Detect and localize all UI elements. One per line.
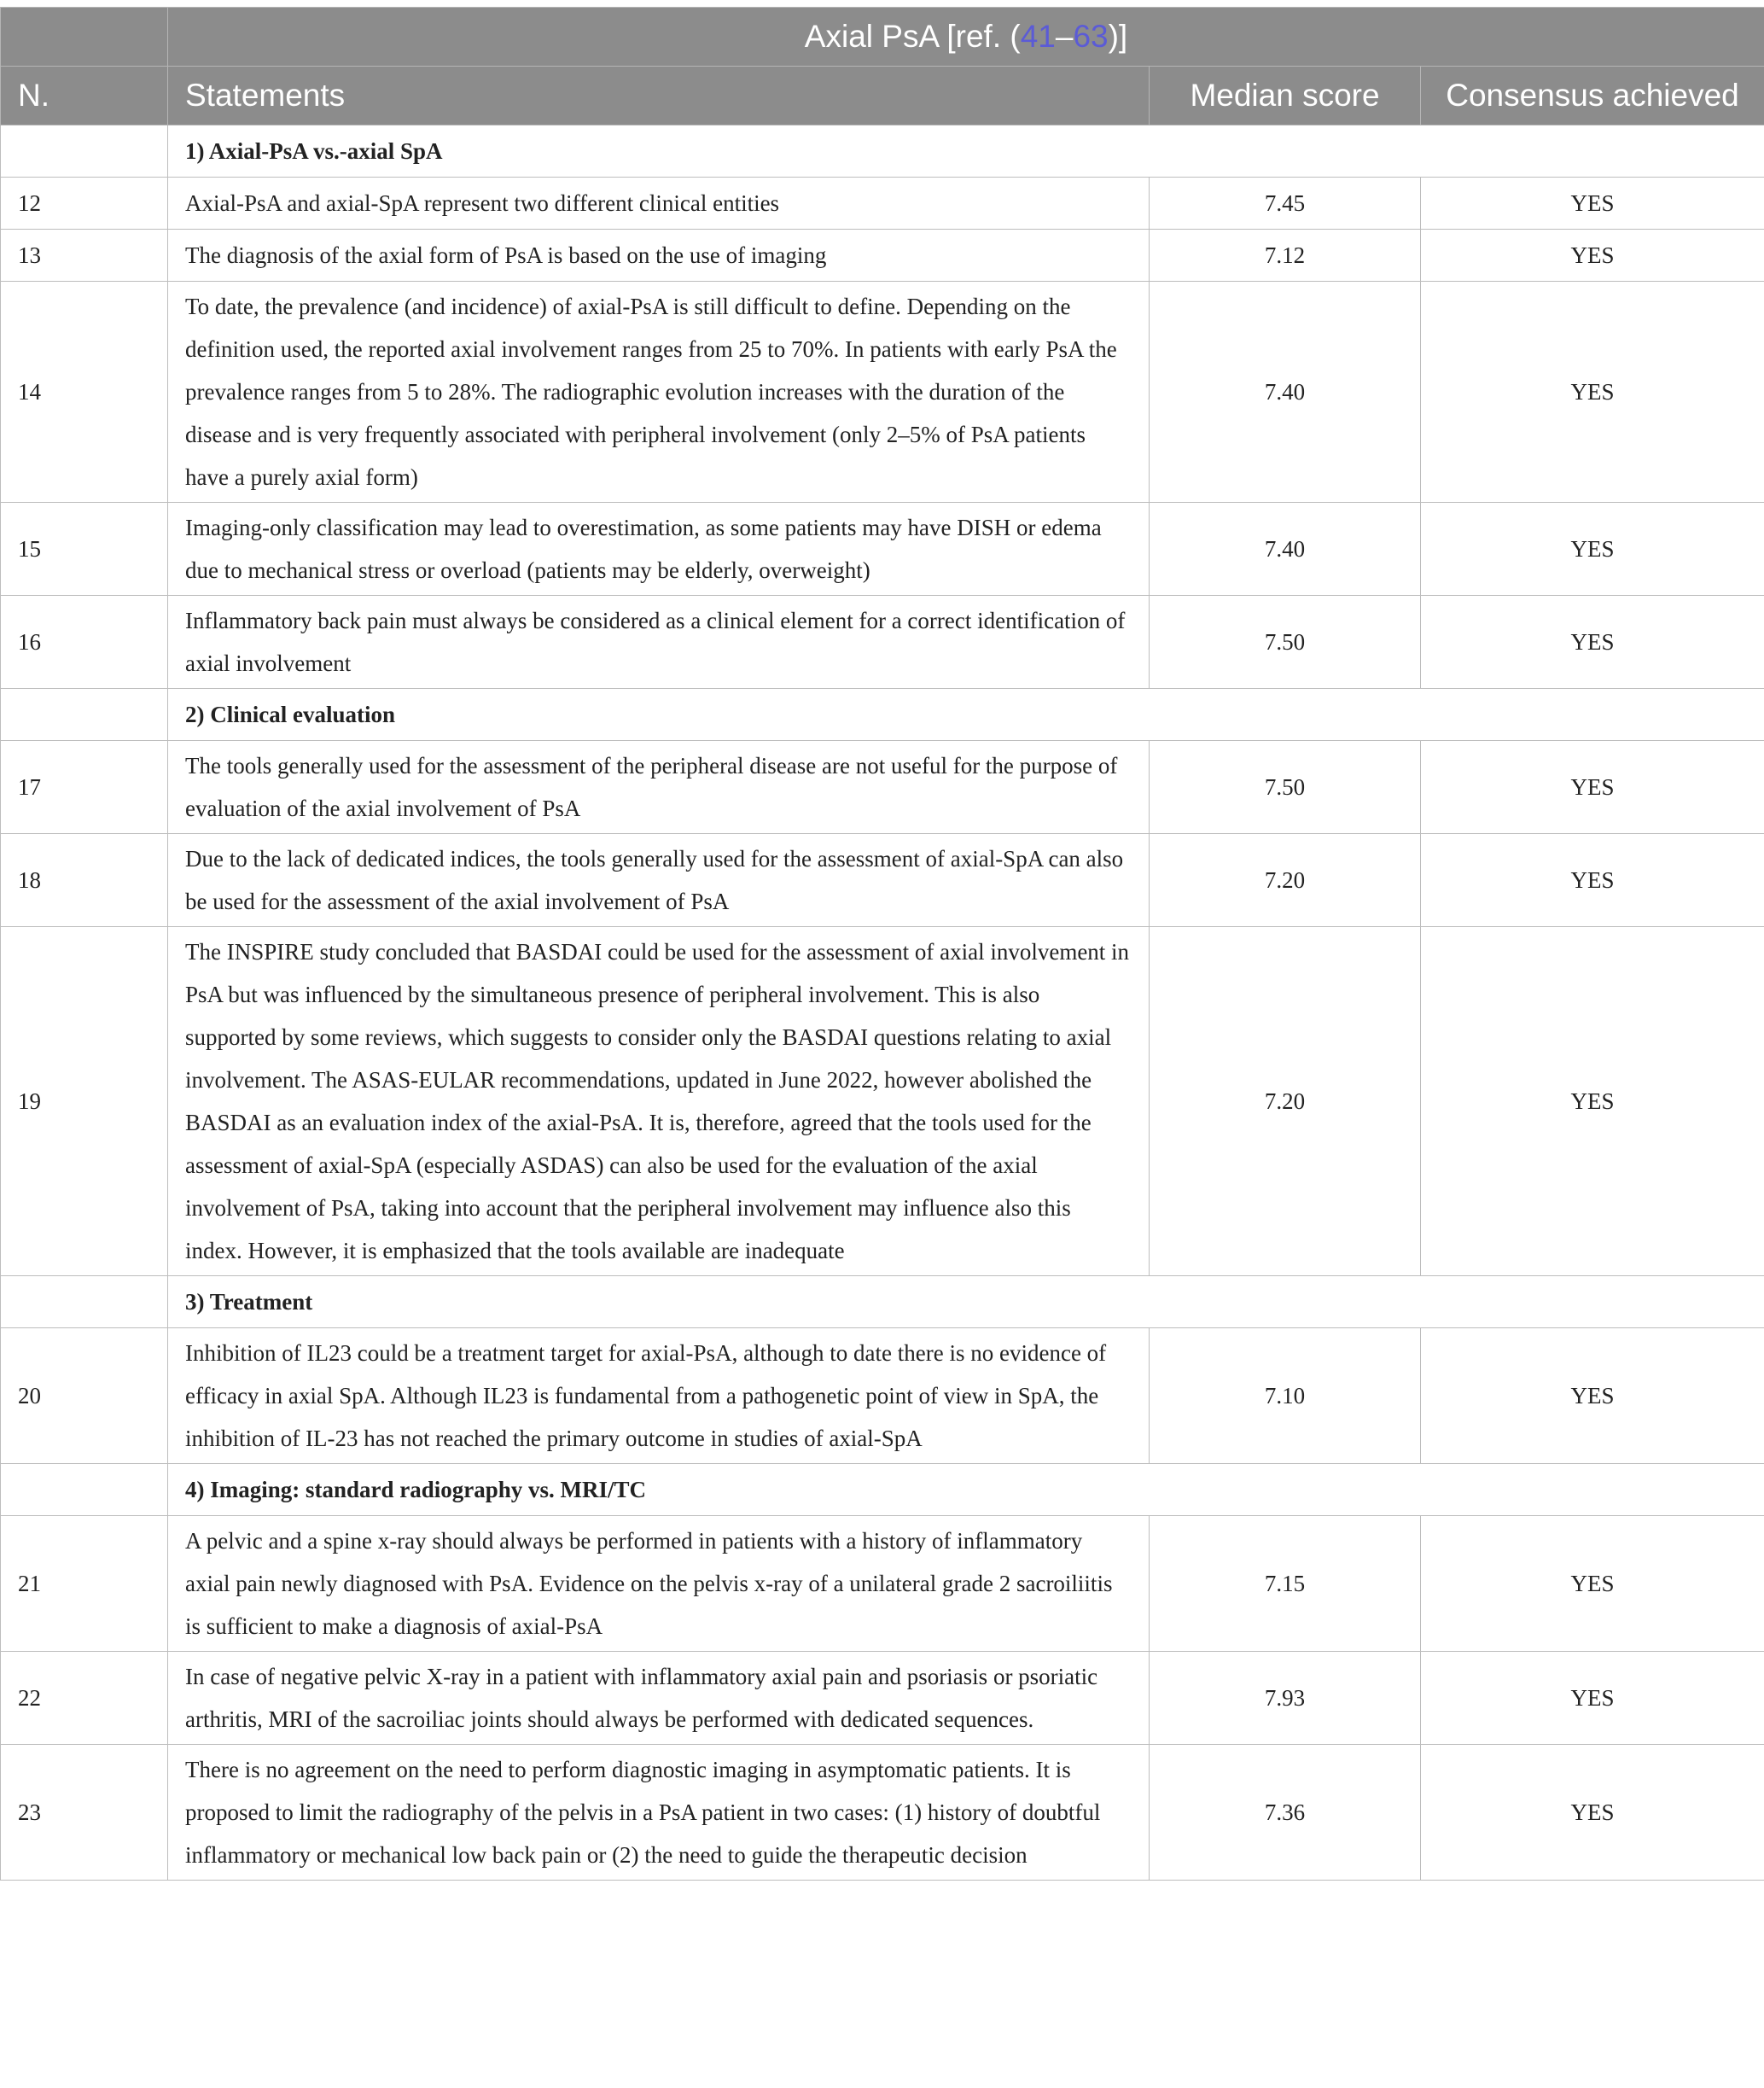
consensus-value: YES [1421, 1516, 1764, 1652]
consensus-value: YES [1421, 503, 1764, 596]
statement-text: The INSPIRE study concluded that BASDAI could be used for the assessment of axial involvement in PsA but was influenced by the simultaneous presence of peripheral involvement. This is also supported by some reviews, which suggests to consider only the BASDAI questions relating to axial involvement. The ASAS-EULAR recommendations, updated in June 2022, however abolished the BASDAI as an evaluation index of the axial-PsA. It is, therefore, agreed that the tools used for the assessment of axial-SpA (especially ASDAS) can also be used for the evaluation of the axial involvement of PsA, taking into account that the peripheral involvement may influence also this index. However, it is emphasized that the tools available are inadequate [168, 927, 1150, 1276]
consensus-value: YES [1421, 230, 1764, 282]
statement-text: Due to the lack of dedicated indices, the tools generally used for the assessment of axial-SpA can also be used for the assessment of the axial involvement of PsA [168, 834, 1150, 927]
title-empty-cell [1, 8, 168, 67]
section-title: 3) Treatment [168, 1276, 1764, 1328]
table-row [1, 596, 1764, 689]
column-header-row [1, 67, 1764, 125]
section-title: 4) Imaging: standard radiography vs. MRI/TC [168, 1464, 1764, 1516]
table-row [1, 230, 1764, 282]
statement-number: 15 [1, 503, 168, 596]
statement-text: Inflammatory back pain must always be considered as a clinical element for a correct identification of axial involvement [168, 596, 1150, 689]
consensus-value: YES [1421, 1745, 1764, 1881]
section-row [1, 689, 1764, 741]
median-score: 7.93 [1150, 1652, 1421, 1745]
section-empty-cell [1, 689, 168, 741]
statement-text: A pelvic and a spine x-ray should always be performed in patients with a history of inflammatory axial pain newly diagnosed with PsA. Evidence on the pelvis x-ray of a unilateral grade 2 sacroiliitis is sufficient to make a diagnosis of axial-PsA [168, 1516, 1150, 1652]
table-row [1, 1328, 1764, 1464]
statement-number: 21 [1, 1516, 168, 1652]
table-row [1, 1652, 1764, 1745]
statement-number: 16 [1, 596, 168, 689]
table-row [1, 178, 1764, 230]
section-title: 1) Axial-PsA vs.-axial SpA [168, 125, 1764, 178]
section-title: 2) Clinical evaluation [168, 689, 1764, 741]
statement-number: 12 [1, 178, 168, 230]
section-empty-cell [1, 1276, 168, 1328]
table-row [1, 927, 1764, 1276]
section-row [1, 1276, 1764, 1328]
section-empty-cell [1, 125, 168, 178]
statement-text: The tools generally used for the assessment of the peripheral disease are not useful for the purpose of evaluation of the axial involvement of PsA [168, 741, 1150, 834]
consensus-table [0, 7, 1764, 1881]
table-row [1, 741, 1764, 834]
statement-number: 18 [1, 834, 168, 927]
consensus-value: YES [1421, 596, 1764, 689]
median-score: 7.40 [1150, 282, 1421, 503]
median-score: 7.10 [1150, 1328, 1421, 1464]
statement-text: Inhibition of IL23 could be a treatment target for axial-PsA, although to date there is no evidence of efficacy in axial SpA. Although IL23 is fundamental from a pathogenetic point of view in SpA, the inhibition of IL-23 has not reached the primary outcome in studies of axial-SpA [168, 1328, 1150, 1464]
consensus-value: YES [1421, 741, 1764, 834]
table-body [1, 125, 1764, 1881]
table-row [1, 282, 1764, 503]
consensus-value: YES [1421, 1328, 1764, 1464]
table-row [1, 834, 1764, 927]
title-suffix: )] [1108, 19, 1128, 54]
statement-number: 14 [1, 282, 168, 503]
table-title [168, 8, 1764, 67]
median-score: 7.45 [1150, 178, 1421, 230]
median-score: 7.40 [1150, 503, 1421, 596]
statement-number: 17 [1, 741, 168, 834]
ref-link-start[interactable]: 41 [1020, 19, 1056, 54]
statement-text: In case of negative pelvic X-ray in a patient with inflammatory axial pain and psoriasis or psoriatic arthritis, MRI of the sacroiliac joints should always be performed with dedicated sequences. [168, 1652, 1150, 1745]
median-score: 7.15 [1150, 1516, 1421, 1652]
median-score: 7.20 [1150, 927, 1421, 1276]
header-statements: Statements [168, 67, 1150, 125]
title-dash: – [1055, 19, 1074, 54]
median-score: 7.50 [1150, 741, 1421, 834]
consensus-value: YES [1421, 1652, 1764, 1745]
statement-number: 20 [1, 1328, 168, 1464]
section-empty-cell [1, 1464, 168, 1516]
consensus-value: YES [1421, 927, 1764, 1276]
title-prefix: Axial PsA [ref. ( [804, 19, 1021, 54]
statement-text: Axial-PsA and axial-SpA represent two different clinical entities [168, 178, 1150, 230]
statement-number: 13 [1, 230, 168, 282]
table-row [1, 1745, 1764, 1881]
table-row [1, 503, 1764, 596]
ref-link-end[interactable]: 63 [1073, 19, 1109, 54]
statement-text: There is no agreement on the need to perform diagnostic imaging in asymptomatic patients. It is proposed to limit the radiography of the pelvis in a PsA patient in two cases: (1) history of doubtful inflammatory or mechanical low back pain or (2) the need to guide the therapeutic decision [168, 1745, 1150, 1881]
statement-text: The diagnosis of the axial form of PsA is based on the use of imaging [168, 230, 1150, 282]
table-header [1, 8, 1764, 125]
consensus-value: YES [1421, 178, 1764, 230]
median-score: 7.20 [1150, 834, 1421, 927]
statement-text: To date, the prevalence (and incidence) of axial-PsA is still difficult to define. Depending on the definition used, the reported axial involvement ranges from 25 to 70%. In patients with early PsA the prevalence ranges from 5 to 28%. The radiographic evolution increases with the duration of the disease and is very frequently associated with peripheral involvement (only 2–5% of PsA patients have a purely axial form) [168, 282, 1150, 503]
median-score: 7.12 [1150, 230, 1421, 282]
statement-number: 23 [1, 1745, 168, 1881]
section-row [1, 1464, 1764, 1516]
statement-number: 19 [1, 927, 168, 1276]
statement-text: Imaging-only classification may lead to overestimation, as some patients may have DISH or edema due to mechanical stress or overload (patients may be elderly, overweight) [168, 503, 1150, 596]
table-row [1, 1516, 1764, 1652]
statement-number: 22 [1, 1652, 168, 1745]
median-score: 7.50 [1150, 596, 1421, 689]
header-consensus: Consensus achieved [1421, 67, 1764, 125]
header-median: Median score [1150, 67, 1421, 125]
table-title-row [1, 8, 1764, 67]
header-num: N. [1, 67, 168, 125]
median-score: 7.36 [1150, 1745, 1421, 1881]
consensus-value: YES [1421, 282, 1764, 503]
consensus-value: YES [1421, 834, 1764, 927]
section-row [1, 125, 1764, 178]
